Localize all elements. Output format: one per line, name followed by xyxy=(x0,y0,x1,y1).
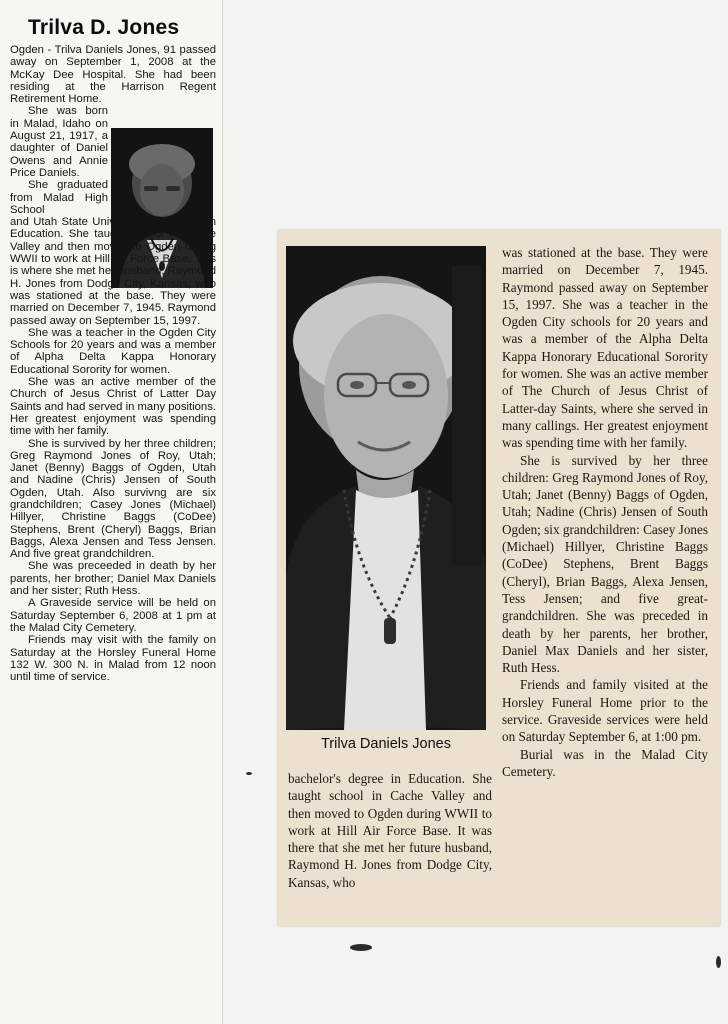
scan-speck xyxy=(716,956,721,968)
obituary-paragraph: and Utah State University with a B.A. in Education. She taught school in Cache Valley and then moved to Ogden during WWII to work at Hill Air Force Base. This is where she met her husband, Raymond H. Jones from Dodge City, Kansas, who was stationed at the base. They were married on December 7, 1945. Raymond passed away on September 15, 1997. xyxy=(10,216,216,327)
obituary-paragraph: was stationed at the base. They were married on December 7, 1945. Raymond passed away on September 15, 1997. She was a teacher in the Ogden City schools for 20 years and was a member of the Alpha Delta Kappa Honorary Educational Sorority for women. She was an active member of The Church of Jesus Christ of Latter-day Saints, where she served in many callings. Her greatest enjoyment was spending time with her family. xyxy=(502,245,708,451)
obituary-paragraph: Friends and family visited at the Horsley Funeral Home prior to the service. Graveside services were held on Saturday September 6, at 1:00 pm. xyxy=(502,677,708,745)
photo-caption: Trilva Daniels Jones xyxy=(320,736,451,752)
obituary-paragraph: Burial was in the Malad City Cemetery. xyxy=(502,746,708,779)
obituary-paragraph: She is survived by her three children; Greg Raymond Jones of Roy, Utah; Janet (Benny) Baggs of Ogden, Utah and Nadine (Chris) Jensen of South Ogden, Utah. Also survivng are six grandchildren; Casey Jones (Michael) Hillyer, Christine Baggs (CoDee) Stephens, Brent (Cheryl) Baggs, Brian Baggs, Alexa Jensen and Tess Jensen. And five great grandchildren. xyxy=(10,437,216,561)
obituary-text-column xyxy=(10,44,216,683)
obituary-clipping-right xyxy=(278,230,720,926)
obituary-paragraph: She was born in Malad, Idaho on August 21, 1917, a daughter of Daniel Owens and Annie Price Daniels. xyxy=(10,105,108,179)
obituary-paragraph: She was an active member of the Church of Jesus Christ of Latter Day Saints and had served in many positions. Her greatest enjoyment was spending time with her family. xyxy=(10,376,216,438)
obituary-paragraph: She was a teacher in the Ogden City Schools for 20 years and was a member of Alpha Delta Kappa Honorary Educational Sorority for women. xyxy=(10,326,216,376)
scan-speck xyxy=(350,944,372,951)
portrait-photo-large xyxy=(286,246,486,730)
obituary-headline: Trilva D. Jones xyxy=(28,16,180,39)
scan-speck xyxy=(246,772,252,775)
obituary-clipping-left xyxy=(0,0,223,1024)
obituary-paragraph: Friends may visit with the family on Saturday at the Horsley Funeral Home 132 W. 300 N. in Malad from 12 noon until time of service. xyxy=(10,634,216,684)
obituary-paragraph: A Graveside service will be held on Saturday September 6, 2008 at 1 pm at the Malad City Cemetery. xyxy=(10,597,216,634)
obituary-text-column-right xyxy=(502,244,708,780)
obituary-paragraph: She is survived by her three children: Greg Raymond Jones of Roy, Utah; Janet (Benny) Baggs of Ogden, Utah; Nadine (Chris) Jensen of South Ogden; six grandchildren: Casey Jones (Michael) Hillyer, Christine Baggs (CoDee) Stephens, Brent Baggs (Cheryl), Brian Baggs, Alexa Jensen, Tess Jensen; and five great-grandchildren. She was preceded in death by her parents, her brother, Daniel Max Daniels and her sister, Ruth Hess. xyxy=(502,452,708,676)
portrait-large-image xyxy=(286,246,486,730)
obituary-paragraph: She graduated from Malad High School xyxy=(10,179,108,216)
obituary-text-column-continued xyxy=(288,770,492,891)
obituary-paragraph: bachelor's degree in Education. She taught school in Cache Valley and then moved to Ogden during WWII to work at Hill Air Force Base. It was there that she met her future husband, Raymond H. Jones from Dodge City, Kansas, who xyxy=(288,771,492,890)
obituary-paragraph: She was preceeded in death by her parents, her brother; Daniel Max Daniels and her sister; Ruth Hess. xyxy=(10,560,216,598)
obituary-paragraph: Ogden - Trilva Daniels Jones, 91 passed away on September 1, 2008 at the McKay Dee Hospital. She had been residing at the Harrison Regent Retirement Home. xyxy=(10,44,216,106)
